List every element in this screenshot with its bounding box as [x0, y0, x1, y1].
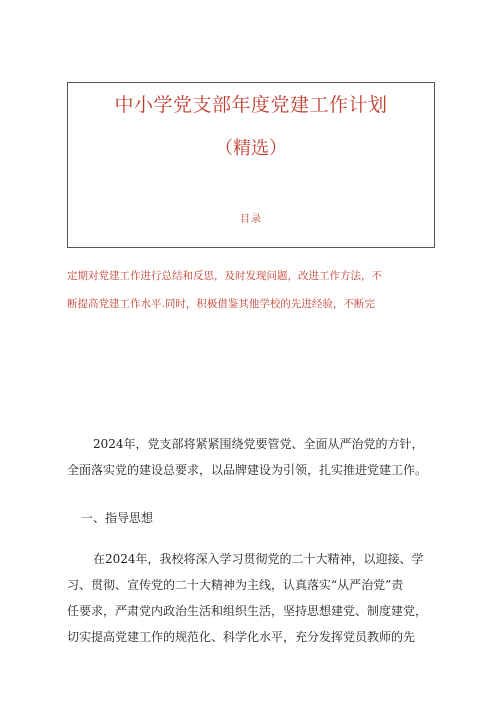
- cover-box: [67, 82, 435, 248]
- paragraph-guiding-ideology: [67, 546, 439, 650]
- document-subtitle: （精选）: [215, 138, 287, 159]
- document-title: 中小学党支部年度党建工作计划: [114, 94, 388, 116]
- paragraph-line: 切实提高党建工作的规范化、科学化水平，充分发挥党员教师的先: [67, 630, 416, 644]
- paragraph-overview: [67, 431, 439, 483]
- section-heading-guiding-ideology: [67, 508, 439, 528]
- paragraph-line: 在2024年，我校将深入学习贯彻党的二十大精神，以迎接、学: [93, 552, 424, 566]
- paragraph-line: 全面落实党的建设总要求，以品牌建设为引领，扎实推进党建工作。: [67, 463, 428, 477]
- paragraph-line: 习、贯彻、宣传党的二十大精神为主线，认真落实“从严治党”责: [67, 578, 404, 592]
- intro-line: 断提高党建工作水平.同时，积极借鉴其他学校的先进经验，不断完: [67, 298, 375, 310]
- section-heading: 一、指导思想: [81, 511, 154, 525]
- paragraph-line: 任要求，严肃党内政治生活和组织生活，坚持思想建党、制度建党，: [67, 604, 428, 618]
- intro-excerpt: [67, 262, 435, 318]
- paragraph-line: 2024年，党支部将紧紧围绕党要管党、全面从严治党的方针，: [93, 437, 424, 451]
- toc-label: 目录: [240, 214, 262, 225]
- intro-line: 定期对党建工作进行总结和反思，及时发现问题，改进工作方法，不: [67, 270, 382, 282]
